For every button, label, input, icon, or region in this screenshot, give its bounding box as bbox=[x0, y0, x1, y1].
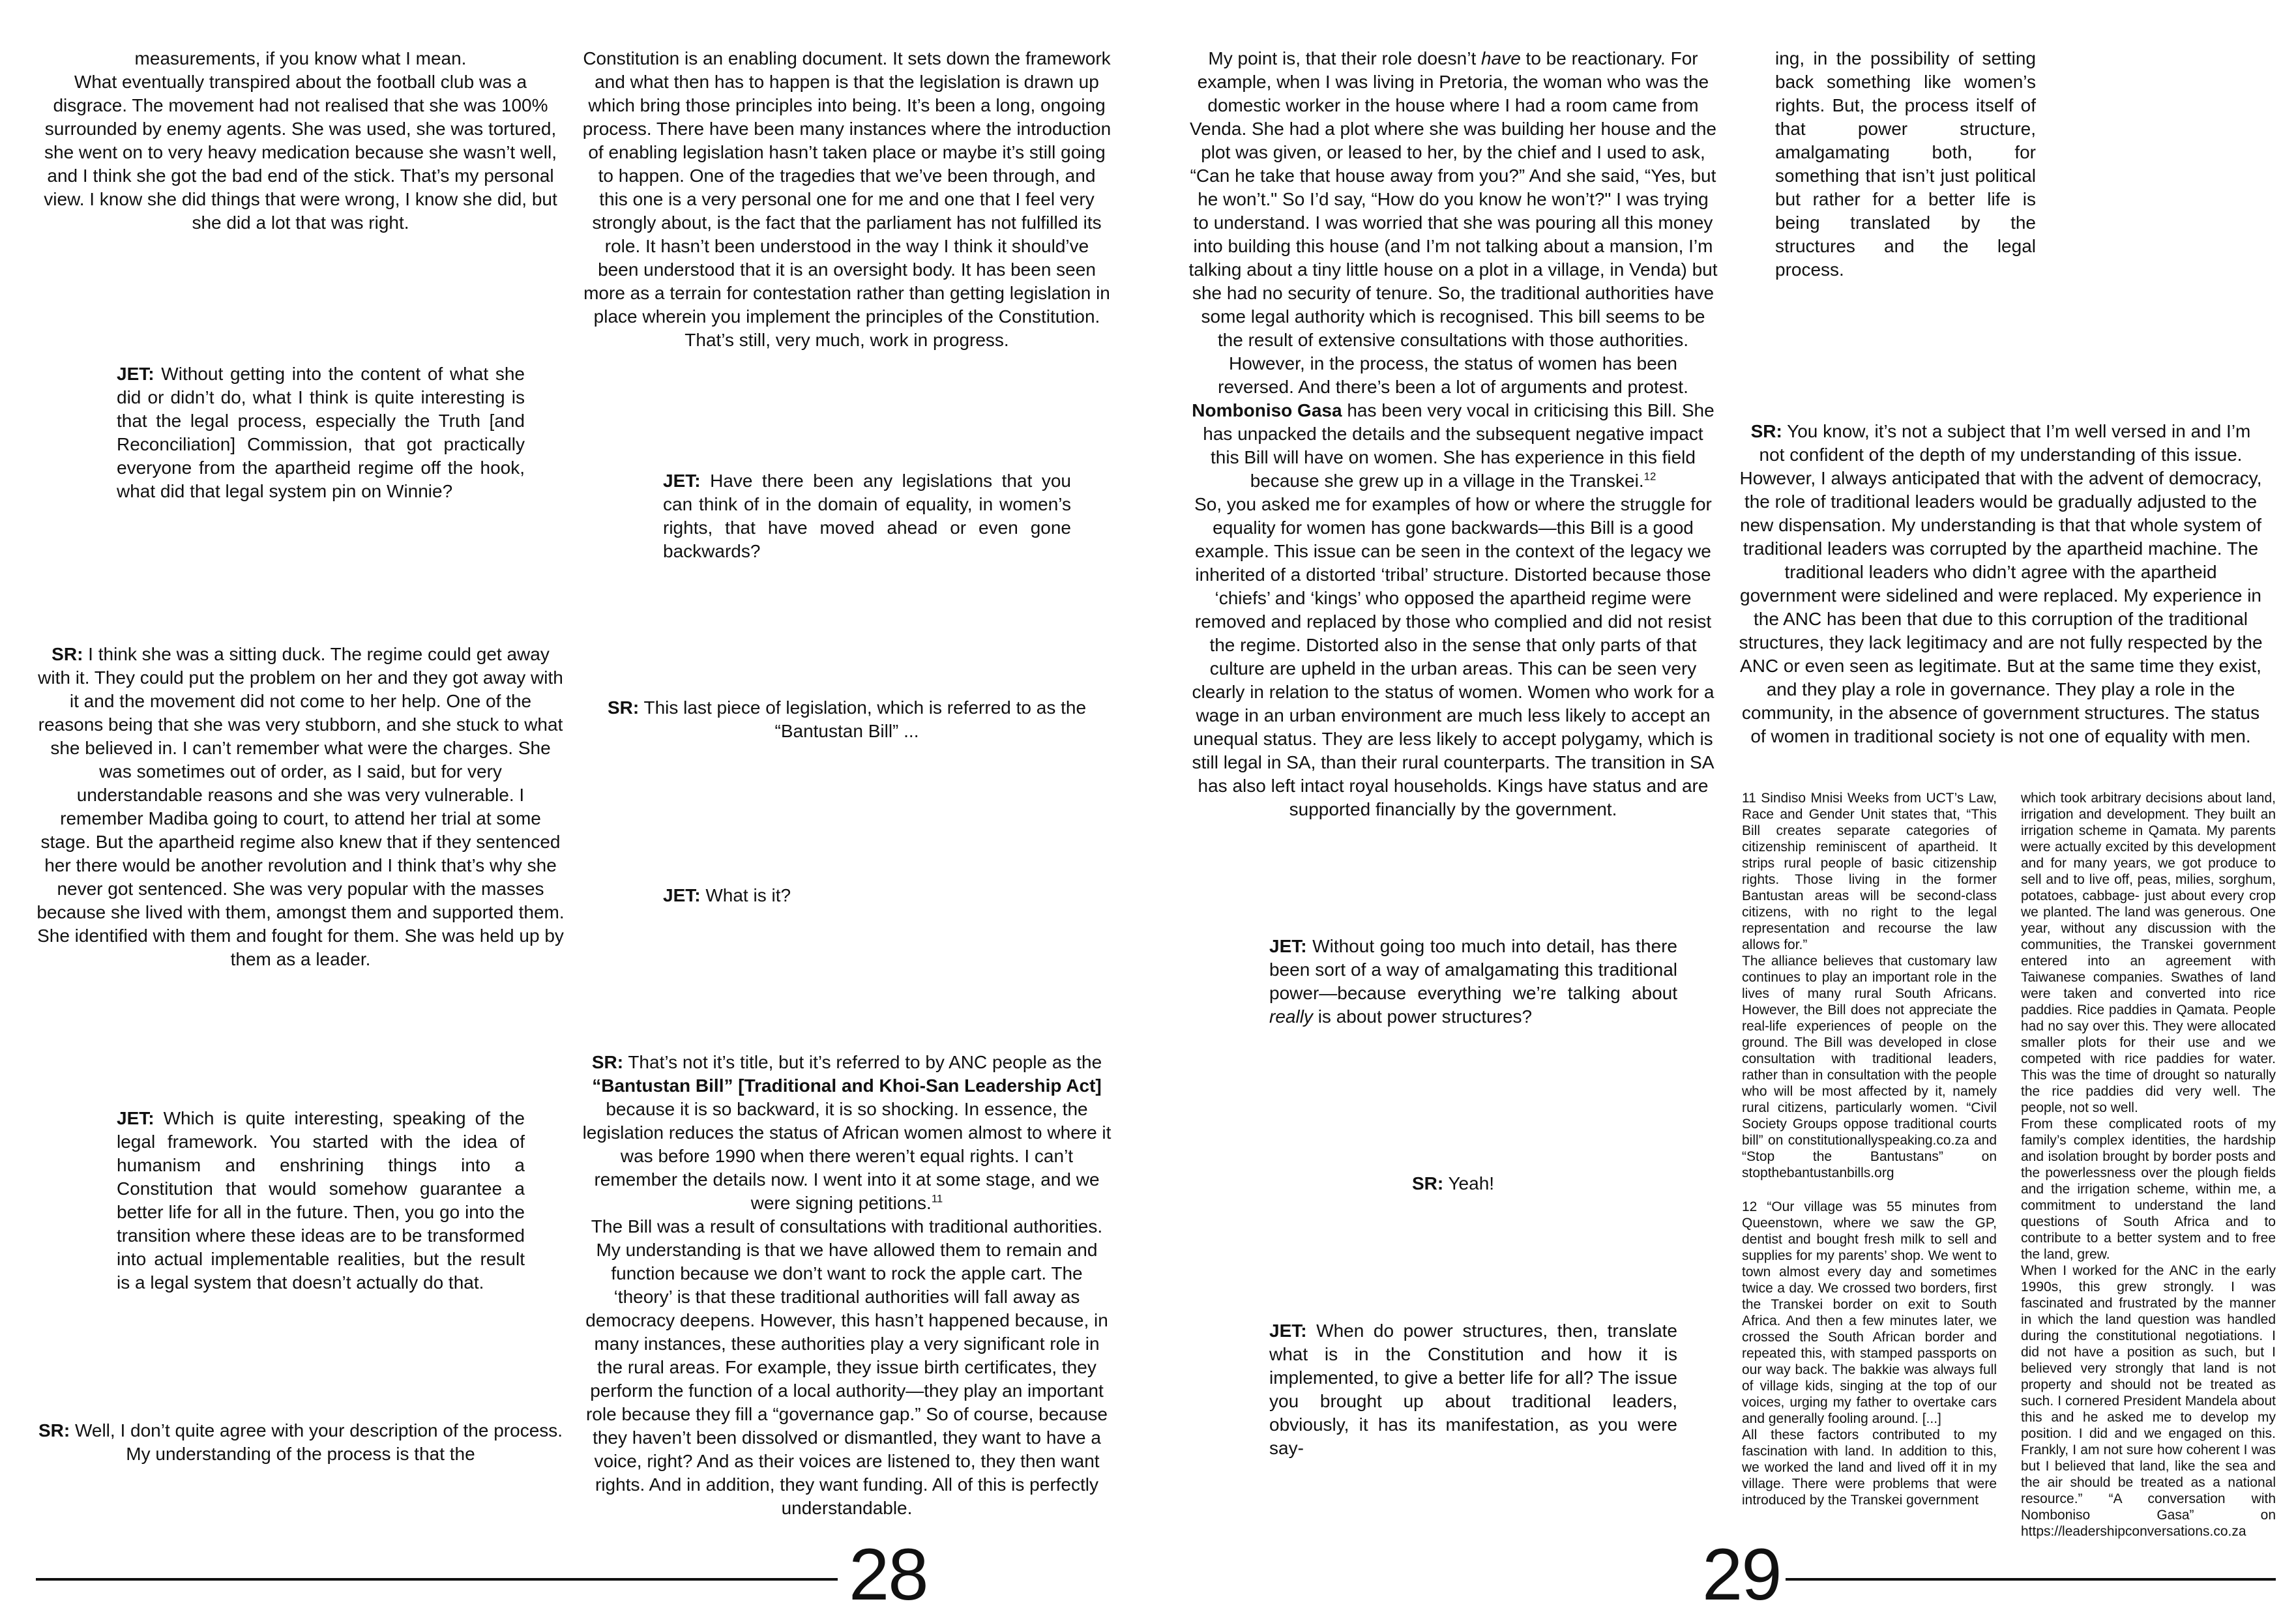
text-segment: 11 bbox=[931, 1192, 943, 1205]
footnotes-column-b bbox=[2021, 790, 2276, 1540]
page-28-column-1 bbox=[36, 0, 565, 1466]
speech-block-sr bbox=[1736, 420, 2265, 748]
text-segment: Without getting into the content of what she did or didn’t do, what I think is quite interesting is that the legal process, especially the Truth [and Reconciliation] Commission, that got practically everyone from the apartheid regime off the hook, what did that legal system pin on Winnie? bbox=[117, 364, 525, 501]
paragraph bbox=[582, 1051, 1111, 1215]
text-segment: From these complicated roots of my family’s complex identities, the hardship and isolation brought by border posts and the powerlessness over the plough fields and the irrigation scheme, within me, a commitment to understand the land questions of South Africa and to contribute to a better system and to free the land, grew. bbox=[2021, 1117, 2276, 1262]
text-segment: to be reactionary. For example, when I was living in Pretoria, the woman who was the domestic worker in the house where I had a room came from Venda. She had a plot where she was building her house and the plot was given, or leased to her, by the chief and I used to ask, “Can he take that house away from you?” And she said, “Yes, but he won’t." So I’d say, “How do you know he won’t?" I was trying to understand. I was worried that she was pouring all this money into building this house (and I’m not talking about a mansion, I’m talking about a tiny little house on a plot in a village, in Venda) but she had no security of tenure. So, the traditional authorities have some legal authority which is recognised. This bill seems to be the result of extensive consultations with those authorities. bbox=[1188, 48, 1718, 350]
text-segment: measurements, if you know what I mean. bbox=[134, 48, 467, 68]
text-segment: JET: bbox=[117, 1108, 155, 1128]
paragraph bbox=[1188, 493, 1718, 821]
paragraph bbox=[117, 362, 525, 503]
text-segment: What eventually transpired about the football club was a disgrace. The movement had not realised that she was 100% surrounded by enemy agents. She was used, she was tortured, she went on to very heavy medication because she wasn’t well, and I think she got the bad end of the stick. That’s my personal view. I know she did things that were wrong, I know she did, but she did a lot that was right. bbox=[44, 72, 557, 233]
question-block-jet bbox=[1188, 935, 1718, 1029]
text-segment: SR: bbox=[591, 1052, 624, 1072]
text-segment: When do power structures, then, translate what is in the Constitution and how it is implemented, to give a better life for all? The issue you brought up about traditional leaders, obviously, it has its manifestation, as you were say- bbox=[1269, 1321, 1677, 1458]
text-segment: When I worked for the ANC in the early 1990s, this grew strongly. I was fascinated and frustrated by the manner in which the land question was handled during the constitutional negotiations. I did not have a position as such, but I believed very strongly that land is not property and should not be treated as such. I cornered President Mandela about this and he asked me to develop my position. I did and we engaged on this. Frankly, I am not sure how coherent I was but I believed that land, like the sea and the air should be treated as a national resource.” “A conversation with Nomboniso Gasa” on https://leadershipconversations.co.za bbox=[2021, 1263, 2276, 1539]
paragraph bbox=[36, 70, 565, 235]
footnotes-column-a bbox=[1742, 790, 1997, 1540]
paragraph bbox=[1742, 790, 1997, 953]
paragraph bbox=[663, 469, 1071, 563]
paragraph bbox=[1188, 352, 1718, 493]
text-segment: SR: bbox=[607, 697, 640, 718]
footnotes bbox=[1742, 790, 2276, 1540]
question-block-jet bbox=[582, 469, 1111, 563]
paragraph bbox=[1188, 47, 1718, 352]
footnote-11 bbox=[1742, 790, 1997, 1181]
paragraph bbox=[117, 1107, 525, 1294]
page-number-29: 29 bbox=[1702, 1534, 1781, 1615]
paragraph bbox=[582, 696, 1111, 743]
text-segment: This last piece of legislation, which is referred to as the “Bantustan Bill” ... bbox=[639, 697, 1087, 741]
paragraph bbox=[1775, 47, 2036, 282]
speech-block-sr bbox=[582, 1051, 1111, 1520]
text-segment: 11 Sindiso Mnisi Weeks from UCT’s Law, Race and Gender Unit states that, “This Bill creates separate categories of citizenship reminiscent of apartheid. It strips rural people of basic citizenship rights. Those living in the former Bantustan areas will be second-class citizens, with no right to the legal representation and recourse the law allows for.” bbox=[1742, 791, 1997, 952]
page-number-28: 28 bbox=[849, 1534, 928, 1615]
text-segment: 12 “Our village was 55 minutes from Queenstown, where we saw the GP, dentist and bought fresh milk to sell and supplies for my parents’ shop. We went to town almost every day and sometimes twice a day. We crossed two borders, first the Transkei border on exit to South Africa. And then a few minutes later, we crossed the South African border and repeated this, with stamped passports on our way back. The bakkie was always full of village kids, singing at the top of our voices, urging my father to overtake cars and generally fooling around. [...] bbox=[1742, 1199, 1997, 1426]
text-segment: “Bantustan Bill” [Traditional and Khoi-San Leadership Act] bbox=[592, 1075, 1102, 1096]
text-segment: So, you asked me for examples of how or where the struggle for equality for women has gone backwards—this Bill is a good example. This issue can be seen in the context of the legacy we inherited of a distorted ‘tribal’ structure. Distorted because those ‘chiefs’ and ‘kings’ who opposed the apartheid regime were removed and replaced by those who complied and did not resist the regime. Distorted also in the sense that only parts of that culture are upheld in the urban areas. This can be seen very clearly in relation to the status of women. Women who work for a wage in an urban environment are much less likely to accept an unequal status. They are less likely to accept polygamy, which is still legal in SA, than their rural counterparts. The transition in SA has also left intact royal households. Kings have status and are supported financially by the government. bbox=[1192, 494, 1715, 819]
text-segment: SR: bbox=[1750, 421, 1782, 441]
text-segment: which took arbitrary decisions about land, irrigation and development. They built an irrigation scheme in Qamata. My parents were actually excited by this development and for many years, we got produce to sell and to live off, peas, milies, sorghum, potatoes, cabbage- just about every crop we planted. The land was generous. One year, without any discussion with the communities, the Transkei government entered into an agreement with Taiwanese companies. Swathes of land were taken and converted into rice paddies. Rice paddies in Qamata. People had no say over this. They were allocated smaller plots for their use and we competed with rice paddies for water. This was the time of drought so naturally the rice paddies did very well. The people, not so well. bbox=[2021, 791, 2276, 1115]
page-28-column-2 bbox=[582, 0, 1111, 1520]
question-block-jet bbox=[36, 1107, 565, 1294]
page-29-column-1 bbox=[1188, 0, 1718, 1460]
text-segment: has been very vocal in criticising this Bill. She has unpacked the details and the subsequent negative impact this Bill will have on women. She has experience in this field because she grew up in a village in the Transkei. bbox=[1203, 400, 1715, 491]
text-segment: You know, it’s not a subject that I’m well versed in and I’m not confident of the depth of my understanding of this issue. However, I always anticipated that with the advent of democracy, the role of traditional leaders would be gradually adjusted to the new dispensation. My understanding is that that whole system of traditional leaders was corrupted by the apartheid machine. The traditional leaders who didn’t agree with the apartheid government were sidelined and were replaced. My experience in the ANC has been that due to this corruption of the traditional structures, they lack legitimacy and are not fully respected by the ANC or even seen as legitimate. But at the same time they exist, and they play a role in governance. They play a role in the community, in the absence of government structures. The status of women in traditional society is not one of equality with men. bbox=[1739, 421, 2263, 746]
text-segment: My point is, that their role doesn’t bbox=[1208, 48, 1482, 68]
text-segment: Well, I don’t quite agree with your description of the process. My understanding of the process is that the bbox=[70, 1420, 563, 1464]
paragraph bbox=[2021, 1116, 2276, 1263]
text-segment: ing, in the possibility of setting back something like women’s rights. But, the process itself of that power structure, amalgamating both, for something that isn’t just political but rather for a better life is being translated by the structures and the legal process. bbox=[1775, 48, 2036, 280]
paragraph bbox=[1742, 1427, 1997, 1508]
speech-block-sr-continued bbox=[1188, 47, 1718, 821]
text-segment: SR: bbox=[1411, 1173, 1444, 1193]
paragraph bbox=[663, 884, 1071, 907]
text-segment: is about power structures? bbox=[1312, 1006, 1533, 1027]
paragraph bbox=[1188, 1172, 1718, 1195]
text-segment: Constitution is an enabling document. It sets down the framework and what then has to happen is that the legislation is drawn up which bring those principles into being. It’s been a long, ongoing process. There have been many instances where the introduction of enabling legislation hasn’t taken place or maybe it’s still going to happen. One of the tragedies that we’ve been through, and this one is a very personal one for me and one that I feel very strongly about, is the fact that the parliament has not fulfilled its role. It hasn’t been understood in the way I think it should’ve been understood that it is an oversight body. It has been seen more as a terrain for contestation rather than getting legislation in place wherein you implement the principles of the Constitution. That’s still, very much, work in progress. bbox=[582, 48, 1111, 350]
question-block-jet bbox=[582, 884, 1111, 907]
footer-rule bbox=[1786, 1578, 2276, 1581]
text-segment: JET: bbox=[117, 364, 155, 384]
speech-block-sr-continued bbox=[582, 47, 1111, 352]
text-segment: I think she was a sitting duck. The regime could get away with it. They could put the problem on her and they got away with it and the movement did not come to her help. One of the reasons being that she was very stubborn, and she stuck to what she believed in. I can’t remember what were the charges. She was sometimes out of order, as I said, but for very understandable reasons and she was very vulnerable. I remember Madiba going to court, to attend her trial at some stage. But the apartheid regime also knew that if they sentenced her there would be another revolution and I think that’s why she never got sentenced. She was very popular with the masses because she lived with them, amongst them and supported them. She identified with them and fought for them. She was held up by them as a leader. bbox=[37, 644, 565, 969]
paragraph bbox=[582, 47, 1111, 352]
text-segment: SR: bbox=[52, 644, 83, 664]
speech-block-sr bbox=[36, 1419, 565, 1466]
paragraph bbox=[36, 643, 565, 971]
footer-rule bbox=[36, 1578, 838, 1581]
footnote-12-continued bbox=[2021, 790, 2276, 1540]
speech-block-sr-continued bbox=[36, 47, 565, 235]
footnote-12 bbox=[1742, 1199, 1997, 1508]
text-segment: really bbox=[1269, 1006, 1313, 1027]
text-segment: JET: bbox=[1269, 1321, 1307, 1341]
paragraph bbox=[1269, 935, 1677, 1029]
text-segment: have bbox=[1481, 48, 1521, 68]
text-segment: 12 bbox=[1643, 470, 1656, 483]
text-segment: Have there been any legislations that you can think of in the domain of equality, in women’s rights, that have moved ahead or even gone backwards? bbox=[663, 471, 1071, 561]
speech-block-sr bbox=[582, 696, 1111, 743]
text-segment: JET: bbox=[1269, 936, 1307, 956]
question-block-jet-continued bbox=[1736, 47, 2265, 282]
text-segment: The alliance believes that customary law continues to play an important role in the lives of many rural South Africans. However, the Bill does not appreciate the real-life experiences of people on the ground. The Bill was developed in close consultation with traditional leaders, rather than in consultation with the people who will be most affected by it, namely rural citizens, particularly women. “Civil Society Groups oppose traditional courts bill” on constitutionallyspeaking.co.za and “Stop the Bantustans” on stopthebantustanbills.org bbox=[1742, 954, 1997, 1180]
text-segment: The Bill was a result of consultations with traditional authorities. My understanding is that we have allowed them to remain and function because we don’t want to rock the apple cart. The ‘theory’ is that these traditional authorities will fall away as democracy deepens. However, this hasn’t happened because, in many instances, these authorities play a very significant role in the rural areas. For example, they issue birth certificates, they perform the function of a local authority—they play an important role because they fill a “governance gap.” So of course, because they haven’t been dissolved or dismantled, they want to have a voice, right? And as their voices are listened to, they then want rights. And in addition, they want funding. All of this is perfectly understandable. bbox=[585, 1216, 1108, 1518]
text-segment: Yeah! bbox=[1443, 1173, 1495, 1193]
text-segment: SR: bbox=[38, 1420, 70, 1440]
paragraph bbox=[2021, 790, 2276, 1116]
paragraph bbox=[1742, 1199, 1997, 1427]
paragraph bbox=[1269, 1319, 1677, 1460]
page-29-column-2 bbox=[1736, 0, 2265, 748]
text-segment: Nomboniso Gasa bbox=[1192, 400, 1342, 420]
speech-block-sr bbox=[1188, 1172, 1718, 1195]
text-segment: However, in the process, the status of women has been reversed. And there’s been a lot of arguments and protest. bbox=[1218, 353, 1688, 397]
text-segment: Without going too much into detail, has there been sort of a way of amalgamating this traditional power—because everything we’re talking about bbox=[1269, 936, 1677, 1003]
text-segment: All these factors contributed to my fascination with land. In addition to this, we worked the land and lived off it in my village. There were problems that were introduced by the Transkei government bbox=[1742, 1427, 1997, 1508]
text-segment: What is it? bbox=[700, 885, 791, 905]
paragraph bbox=[1736, 420, 2265, 748]
paragraph bbox=[36, 1419, 565, 1466]
paragraph bbox=[582, 1215, 1111, 1520]
paragraph bbox=[36, 47, 565, 70]
question-block-jet bbox=[1188, 1319, 1718, 1460]
text-segment: because it is so backward, it is so shocking. In essence, the legislation reduces the status of African women almost to where it was before 1990 when there weren’t equal rights. I can’t remember the details now. I went into it at some stage, and we were signing petitions. bbox=[582, 1099, 1111, 1213]
page-29 bbox=[1148, 0, 2296, 1623]
question-block-jet bbox=[36, 362, 565, 503]
text-segment: Which is quite interesting, speaking of the legal framework. You started with the idea of humanism and enshrining things into a Constitution that would somehow guarantee a better life for all in the future. Then, you go into the transition where these ideas are to be transformed into actual implementable realities, but the result is a legal system that doesn’t actually do that. bbox=[117, 1108, 525, 1293]
text-segment: JET: bbox=[663, 471, 701, 491]
text-segment: JET: bbox=[663, 885, 701, 905]
paragraph bbox=[1742, 953, 1997, 1181]
speech-block-sr bbox=[36, 643, 565, 971]
text-segment: That’s not it’s title, but it’s referred to by ANC people as the bbox=[623, 1052, 1102, 1072]
paragraph bbox=[2021, 1263, 2276, 1540]
